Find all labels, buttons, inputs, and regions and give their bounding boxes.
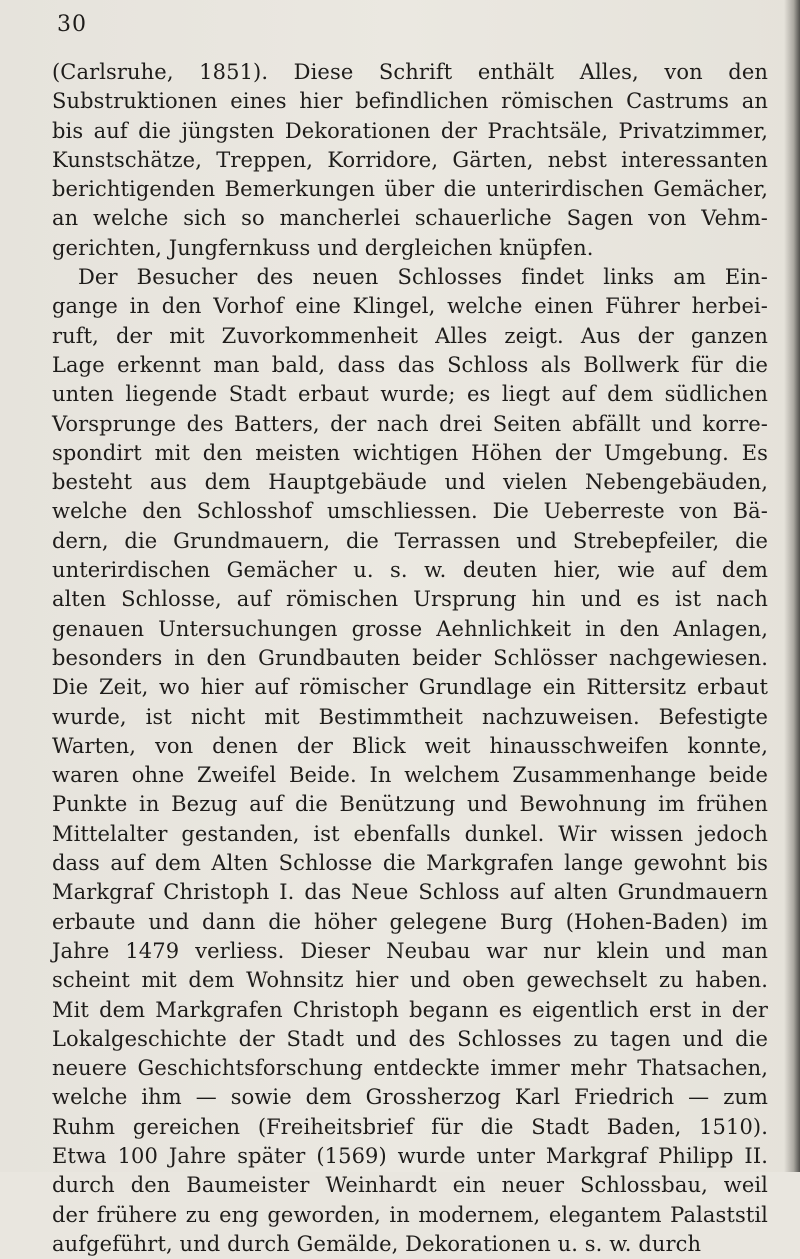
text-line: dern, die Grundmauern, die Terrassen und Strebepfeiler, die: [52, 528, 768, 553]
text-line: waren ohne Zweifel Beide. In welchem Zusammenhange beide: [52, 763, 768, 788]
text-line: gerichten, Jungfernkuss und dergleichen knüpfen.: [52, 235, 594, 260]
text-line: erbaute und dann die höher gelegene Burg (Hohen-Baden) im: [52, 909, 768, 934]
text-line: Ruhm gereichen (Freiheitsbrief für die Stadt Baden, 1510).: [52, 1114, 768, 1139]
text-line: der frühere zu eng geworden, in modernem, elegantem Palaststil: [52, 1202, 768, 1227]
text-line: Vorsprunge des Batters, der nach drei Seiten abfällt und korre-: [52, 411, 768, 436]
text-line: scheint mit dem Wohnsitz hier und oben gewechselt zu haben.: [52, 968, 768, 993]
text-line: aufgeführt, und durch Gemälde, Dekorationen u. s. w. durch: [52, 1231, 702, 1256]
text-line: dass auf dem Alten Schlosse die Markgrafen lange gewohnt bis: [52, 851, 768, 876]
text-line: gange in den Vorhof eine Klingel, welche einen Führer herbei-: [52, 294, 768, 319]
text-line: Lokalgeschichte der Stadt und des Schlosses zu tagen und die: [52, 1026, 768, 1051]
text-line: wurde, ist nicht mit Bestimmtheit nachzuweisen. Befestigte: [52, 704, 768, 729]
text-line: genauen Untersuchungen grosse Aehnlichkeit in den Anlagen,: [52, 616, 768, 641]
text-line: Kunstschätze, Treppen, Korridore, Gärten, nebst interessanten: [52, 147, 768, 172]
text-line: durch den Baumeister Weinhardt ein neuer Schlossbau, weil: [52, 1173, 768, 1198]
text-line: an welche sich so mancherlei schauerliche Sagen von Vehm-: [52, 206, 768, 231]
text-line: Die Zeit, wo hier auf römischer Grundlage ein Rittersitz erbaut: [52, 675, 768, 700]
page-number: 30: [57, 12, 87, 37]
text-line: Punkte in Bezug auf die Benützung und Bewohnung im frühen: [52, 792, 768, 817]
text-line: bis auf die jüngsten Dekorationen der Prachtsäle, Privatzimmer,: [52, 118, 768, 143]
text-line: unten liegende Stadt erbaut wurde; es liegt auf dem südlichen: [52, 382, 768, 407]
body-text: [52, 58, 768, 1259]
text-line: Mittelalter gestanden, ist ebenfalls dunkel. Wir wissen jedoch: [52, 821, 768, 846]
text-line: Etwa 100 Jahre später (1569) wurde unter Markgraf Philipp II.: [52, 1143, 768, 1168]
text-line: besteht aus dem Hauptgebäude und vielen Nebengebäuden,: [52, 470, 768, 495]
text-line: Lage erkennt man bald, dass das Schloss als Bollwerk für die: [52, 352, 768, 377]
text-line: (Carlsruhe, 1851). Diese Schrift enthält Alles, von den: [52, 60, 768, 84]
text-line: berichtigenden Bemerkungen über die unterirdischen Gemächer,: [52, 177, 768, 202]
text-line: ruft, der mit Zuvorkommenheit Alles zeigt. Aus der ganzen: [52, 323, 768, 348]
text-line: alten Schlosse, auf römischen Ursprung hin und es ist nach: [52, 587, 768, 612]
text-line: besonders in den Grundbauten beider Schlösser nachgewiesen.: [52, 645, 768, 670]
text-line: welche den Schlosshof umschliessen. Die Ueberreste von Bä-: [52, 499, 768, 524]
text-line: Mit dem Markgrafen Christoph begann es eigentlich erst in der: [52, 997, 768, 1022]
text-line: Warten, von denen der Blick weit hinausschweifen konnte,: [52, 733, 768, 758]
text-line: Der Besucher des neuen Schlosses findet links am Ein-: [78, 265, 768, 290]
text-line: Markgraf Christoph I. das Neue Schloss auf alten Grundmauern: [52, 880, 768, 905]
page-edge-shadow: [784, 0, 800, 1172]
text-line: Substruktionen eines hier befindlichen römischen Castrums an: [52, 89, 768, 114]
text-line: Jahre 1479 verliess. Dieser Neubau war nur klein und man: [52, 938, 768, 963]
text-line: spondirt mit den meisten wichtigen Höhen der Umgebung. Es: [52, 440, 768, 465]
text-line: welche ihm — sowie dem Grossherzog Karl Friedrich — zum: [52, 1085, 768, 1110]
text-line: neuere Geschichtsforschung entdeckte immer mehr Thatsachen,: [52, 1056, 768, 1081]
text-line: unterirdischen Gemächer u. s. w. deuten hier, wie auf dem: [52, 558, 768, 583]
